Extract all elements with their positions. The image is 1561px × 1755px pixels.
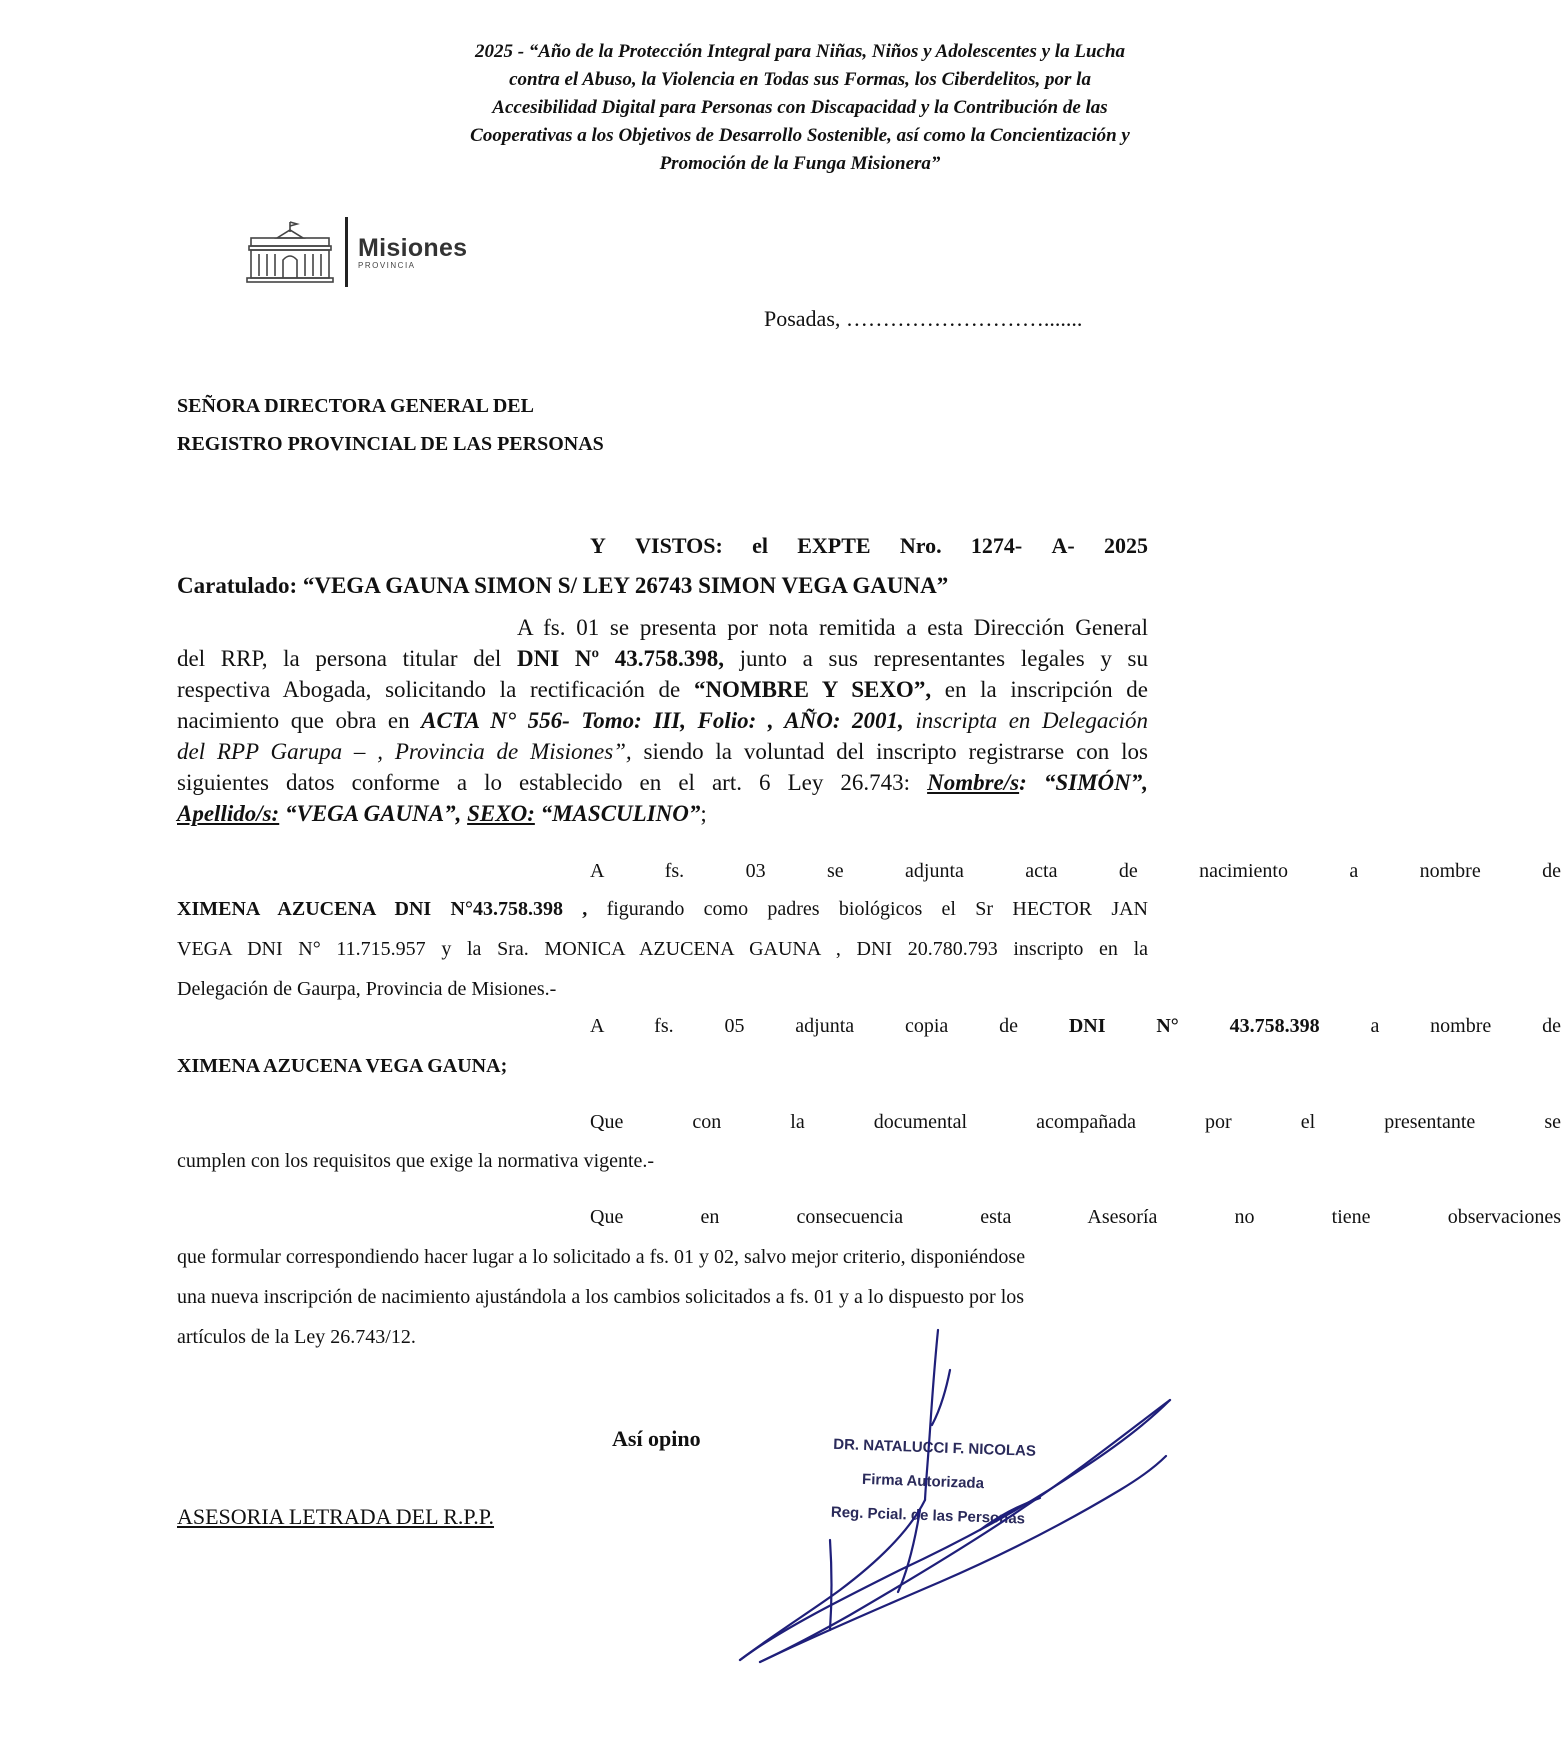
misiones-logo [247, 216, 467, 288]
text-span: inscripta en Delegación [903, 708, 1148, 733]
closing-opinion: Así opino [612, 1426, 701, 1451]
text-span: a nombre de [1319, 1015, 1561, 1037]
text-span: siguientes datos conforme a lo establecido en el art. 6 Ley 26.743: [177, 770, 928, 795]
paragraph-line [177, 705, 1148, 736]
addressee-line: SEÑORA DIRECTORA GENERAL DEL [177, 395, 534, 417]
text-span: que formular correspondiendo hacer lugar a lo solicitado a fs. 01 y 02, salvo mejor criterio, disponiéndose [177, 1246, 1026, 1268]
text-span: respectiva Abogada, solicitando la rectificación de [177, 677, 694, 702]
paragraph-line [177, 938, 1148, 961]
handwritten-signature [720, 1330, 1180, 1670]
addressee-line: REGISTRO PROVINCIAL DE LAS PERSONAS [177, 433, 604, 455]
sexo-label: SEXO: [467, 801, 535, 826]
apellido-label: Apellido/s: [177, 801, 280, 826]
text-span: junto a sus representantes legales y su [723, 646, 1148, 671]
text-span: Que con la documental acompañada por el presentante se [590, 1111, 1561, 1133]
sexo-value: “MASCULINO” [534, 801, 701, 826]
text-span: artículos de la Ley 26.743/12. [177, 1326, 416, 1348]
vistos-word: Nro. [899, 533, 942, 558]
motto-line: Cooperativas a los Objetivos de Desarrollo Sostenible, así como la Concientización y [470, 125, 1130, 146]
logo-subtitle: PROVINCIA [358, 260, 416, 270]
paragraph-line [177, 674, 1148, 705]
motto-line: 2025 - “Año de la Protección Integral para Niñas, Niños y Adolescentes y la Lucha [474, 41, 1126, 62]
addressee [177, 387, 604, 463]
motto-line: contra el Abuso, la Violencia en Todas sus Formas, los Ciberdelitos, por la [509, 69, 1091, 90]
text-span: ; [700, 801, 707, 826]
logo-word: Misiones [358, 233, 468, 262]
request-text: “NOMBRE Y SEXO”, [693, 677, 932, 702]
year-motto [430, 38, 1170, 178]
dni-text: DNI Nº 43.758.398, [517, 646, 724, 671]
government-building-icon [247, 220, 333, 284]
text-span: Que en consecuencia esta Asesoría no tiene observaciones [590, 1206, 1561, 1228]
place-date [764, 306, 1082, 332]
vistos-word: Y [590, 533, 606, 558]
paragraph-line [177, 1286, 1148, 1309]
motto-line: Accesibilidad Digital para Personas con Discapacidad y la Contribución de las [492, 97, 1108, 118]
text-span: una nueva inscripción de nacimiento ajustándola a los cambios solicitados a fs. 01 y a lo dispuesto por los [177, 1286, 1025, 1308]
text-span: del RRP, la persona titular del [177, 646, 517, 671]
vistos-word: VISTOS: [635, 533, 723, 558]
vistos-word: A- [1051, 533, 1075, 558]
paragraph-line [177, 798, 1148, 829]
acta-text: ACTA N° 556- Tomo: III, Folio: , AÑO: 2001, [421, 708, 904, 733]
paragraph-line [177, 643, 1148, 674]
paragraph-line [177, 767, 1148, 798]
case-title: Caratulado: “VEGA GAUNA SIMON S/ LEY 26743 SIMON VEGA GAUNA” [177, 573, 949, 598]
text-span: A fs. 05 adjunta copia de [590, 1015, 1069, 1037]
logo-wordmark [358, 235, 467, 270]
text-span: en la inscripción de [931, 677, 1148, 702]
text-span: figurando como padres biológicos el Sr HECTOR JAN [587, 898, 1149, 920]
paragraph-line [177, 898, 1148, 921]
paragraph-presentation [177, 612, 1148, 829]
text-span: nacimiento que obra en [177, 708, 422, 733]
text-span: siendo la voluntad del inscripto registrarse con los [631, 739, 1148, 764]
text-span: cumplen con los requisitos que exige la normativa vigente.- [177, 1150, 655, 1172]
person-name: XIMENA AZUCENA DNI N°43.758.398 , [177, 898, 588, 920]
dni-text: DNI N° 43.758.398 [1068, 1015, 1320, 1037]
nombre-label: Nombre/s [927, 770, 1020, 795]
place-city: Posadas, [764, 306, 841, 331]
vistos-word: el [752, 533, 768, 558]
paragraph-line [177, 860, 1561, 883]
paragraph-line [177, 1015, 1561, 1038]
paragraph-line [177, 1246, 1148, 1269]
paragraph-line [177, 1206, 1561, 1229]
paragraph-line [177, 978, 1148, 1001]
motto-line: Promoción de la Funga Misionera” [659, 153, 941, 174]
paragraph-line [177, 612, 1148, 643]
text-span: VEGA DNI N° 11.715.957 y la Sra. MONICA AZUCENA GAUNA , DNI 20.780.793 inscripto en la [177, 938, 1148, 960]
person-name: XIMENA AZUCENA VEGA GAUNA; [177, 1055, 508, 1077]
vistos-word: 1274- [970, 533, 1023, 558]
text-span: A fs. 03 se adjunta acta de nacimiento a nombre de [590, 860, 1561, 882]
paragraph-line [177, 736, 1148, 767]
paragraph-line [177, 1111, 1561, 1134]
stamp-line: DR. NATALUCCI F. NICOLAS [832, 1435, 1037, 1460]
paragraph-line [177, 1055, 1148, 1078]
paragraph-line [177, 1150, 1148, 1173]
apellido-value: “VEGA GAUNA”, [279, 801, 468, 826]
text-span: A fs. 01 se presenta por nota remitida a esta Dirección General [517, 615, 1148, 640]
vistos-word: 2025 [1103, 533, 1148, 558]
logo-divider [345, 217, 348, 287]
place-dots: ………………………....... [845, 306, 1083, 331]
vistos-word: EXPTE [797, 533, 871, 558]
text-span: Delegación de Gaurpa, Provincia de Misiones.- [177, 978, 557, 1000]
stamp-line: Reg. Pcial. de las Personas [830, 1503, 1026, 1528]
stamp-line: Firma Autorizada [861, 1470, 985, 1493]
case-reference [590, 533, 1148, 559]
text-span: del RPP Garupa – , Provincia de Misiones”, [177, 739, 632, 764]
office-signature-line: ASESORIA LETRADA DEL R.P.P. [177, 1504, 495, 1529]
nombre-value: : “SIMÓN”, [1019, 770, 1148, 795]
